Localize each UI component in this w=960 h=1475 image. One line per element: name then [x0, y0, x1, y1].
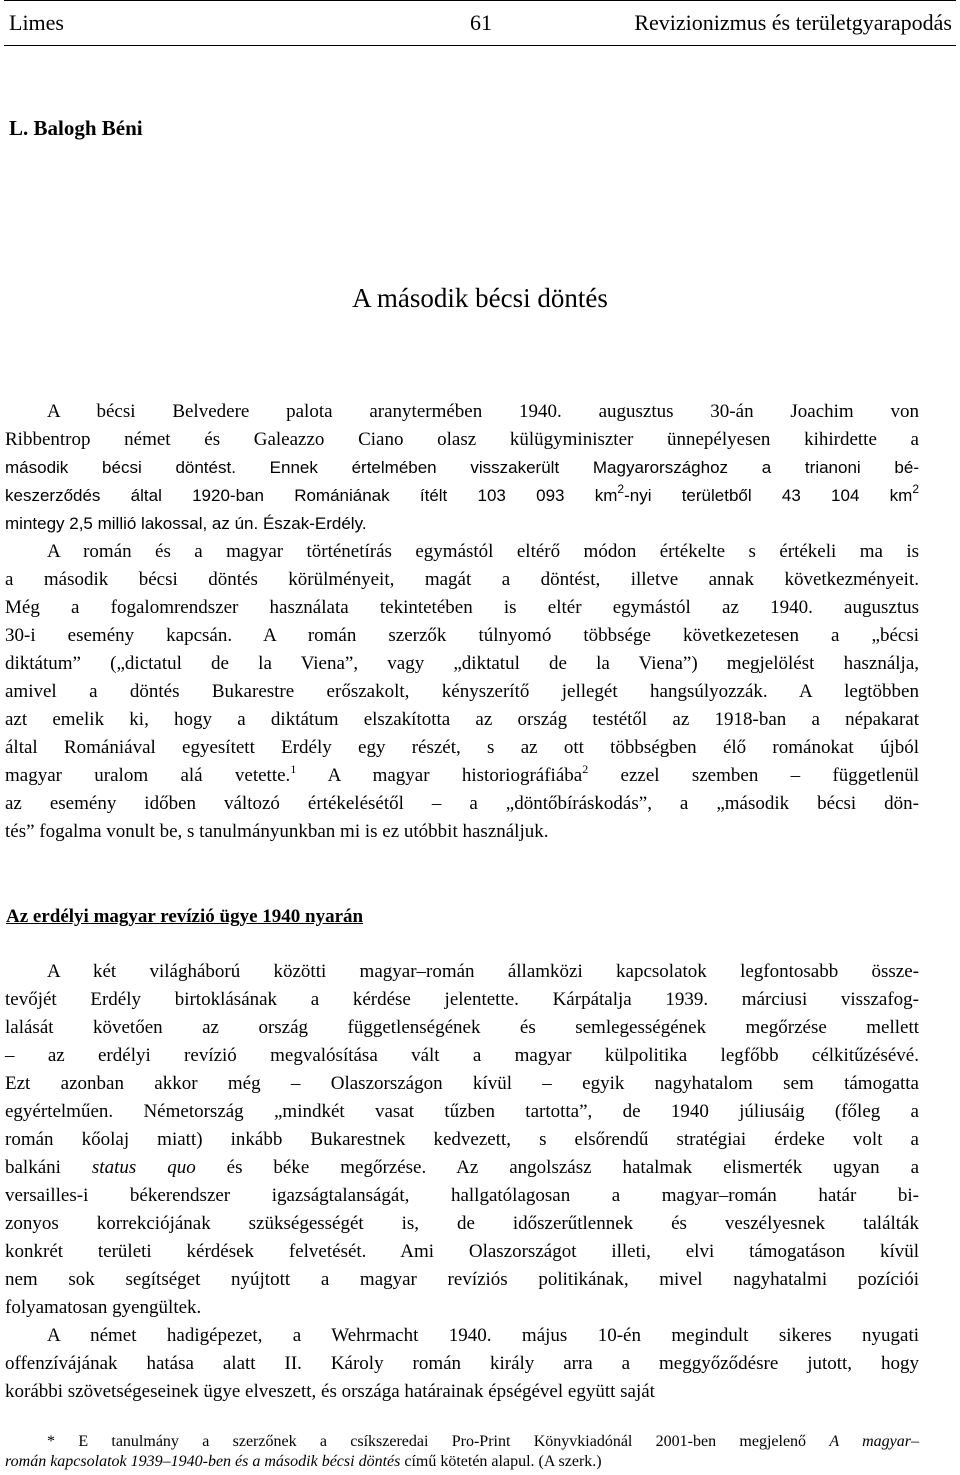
paragraph-line: a második bécsi döntés körülményeit, magát a döntést, illetve annak következményeit. [5, 569, 919, 590]
paragraph-line: – az erdélyi revízió megvalósítása vált a magyar külpolitika legfőbb célkitűzésévé. [5, 1045, 919, 1066]
footnote-line [5, 1452, 919, 1472]
footnote-ref: 2 [582, 761, 589, 776]
paragraph-line: tevőjét Erdély birtoklásának a kérdése jelentette. Kárpátalja 1939. márciusi visszafog- [5, 989, 919, 1010]
italic-term: status quo [91, 1157, 196, 1178]
paragraph-line: lalását követően az ország függetlenségének és semlegességének megőrzése mellett [5, 1017, 919, 1038]
footnote-book-title: A magyar– [829, 1433, 920, 1450]
paragraph-line: konkrét területi kérdések felvetését. Ami Olaszországot illeti, elvi támogatáson kívül [5, 1241, 919, 1262]
paragraph-line: egyértelműen. Németország „mindkét vasat tűzben tartotta”, de 1940 júliusáig (főleg a [5, 1101, 919, 1122]
paragraph-line: korábbi szövetségeseinek ügye elveszett, és országa határainak épségével együtt saját [5, 1381, 655, 1402]
paragraph-line: Ribbentrop német és Galeazzo Ciano olasz külügyminiszter ünnepélyesen kihirdette a [5, 429, 919, 450]
superscript: 2 [912, 482, 919, 497]
footnote-text: című kötetén alapul. (A szerk.) [400, 1453, 602, 1470]
paragraph-line: zonyos korrekciójának szükségességét is, de időszerűtlennek és veszélyesnek találták [5, 1213, 919, 1234]
paragraph-line: A bécsi Belvedere palota aranytermében 1940. augusztus 30-án Joachim von [47, 401, 919, 422]
text-run: ezzel szemben – függetlenül [588, 765, 920, 786]
paragraph-line: azt emelik ki, hogy a diktátum elszakította az ország testétől az 1918-ban a népakarat [5, 709, 919, 730]
section-heading: Az erdélyi magyar revízió ügye 1940 nyarán [6, 906, 364, 927]
journal-name: Limes [9, 10, 64, 35]
header-top-rule [4, 0, 956, 1]
text-run: keszerződés által 1920-ban Romániának ítélt 103 093 km [5, 486, 618, 505]
paragraph-line [5, 761, 920, 788]
text-run: -nyi területből 43 104 km [624, 486, 913, 505]
text-run: balkáni [5, 1157, 92, 1178]
paragraph-line: második bécsi döntést. Ennek értelmében visszakerült Magyarországhoz a trianoni bé- [5, 458, 919, 477]
text-run: A magyar historiográfiába [296, 765, 583, 786]
paragraph-line: versailles-i békerendszer igazságtalanságát, hallgatólagosan a magyar–román határ bi- [5, 1185, 919, 1206]
paragraph-line: 30-i esemény kapcsán. A román szerzők túlnyomó többsége következetesen a „bécsi [5, 625, 919, 646]
footnote-book-title: román kapcsolatok 1939–1940-ben és a második bécsi döntés [5, 1453, 401, 1470]
running-header [4, 0, 956, 48]
paragraph-line: Ezt azonban akkor még – Olaszországon kívül – egyik nagyhatalom sem támogatta [5, 1073, 919, 1094]
paragraph-line: mintegy 2,5 millió lakossal, az ún. Észak-Erdély. [5, 514, 367, 533]
paragraph-line [5, 484, 919, 508]
paragraph-line: A két világháború közötti magyar–román államközi kapcsolatok legfontosabb össze- [47, 961, 919, 982]
footnote-line [5, 1432, 919, 1452]
paragraph-line: amivel a döntés Bukarestre erőszakolt, kényszerítő jellegét hangsúlyozzák. A legtöbben [5, 681, 919, 702]
footnote-star: * [47, 1433, 55, 1450]
paragraph-line: A román és a magyar történetírás egymástól eltérő módon értékelte s értékeli ma is [47, 541, 919, 562]
paragraph-line: által Romániával egyesített Erdély egy részét, s az ott többségben élő románokat újból [5, 737, 919, 758]
article-title: A második bécsi döntés [352, 283, 608, 313]
paragraph-line: nem sok segítséget nyújtott a magyar revíziós politikának, mivel nagyhatalmi pozíciói [5, 1269, 919, 1290]
paragraph-line: román kőolaj miatt) inkább Bukarestnek kedvezett, s elsőrendű stratégiai érdeke volt a [5, 1129, 919, 1150]
footnote-ref: 1 [290, 761, 297, 776]
header-bottom-rule [4, 45, 956, 46]
text-run: és béke megőrzése. Az angolszász hatalmak elismerték ugyan a [195, 1157, 919, 1178]
paragraph-line: tés” fogalma vonult be, s tanulmányunkban mi is ez utóbbit használjuk. [5, 821, 549, 842]
paragraph-line: offenzívájának hatása alatt II. Károly román király arra a meggyőződésre jutott, hogy [5, 1353, 919, 1374]
superscript: 2 [617, 482, 625, 497]
footnote-text: E tanulmány a szerzőnek a csíkszeredai Pro-Print Könyvkiadónál 2001-ben megjelenő [78, 1433, 830, 1450]
paragraph-line: az esemény időben változó értékelésétől – a „döntőbíráskodás”, a „második bécsi dön- [5, 793, 919, 814]
paragraph-line: Még a fogalomrendszer használata tekintetében is eltér egymástól az 1940. augusztus [5, 597, 919, 618]
paragraph-line: folyamatosan gyengültek. [5, 1297, 202, 1318]
paragraph-line: diktátum” („dictatul de la Viena”, vagy „diktatul de la Viena”) megjelölést használja, [5, 653, 919, 674]
paragraph-line [5, 1156, 919, 1180]
section-title: Revizionizmus és területgyarapodás [634, 10, 952, 35]
text-run: magyar uralom alá vetette. [5, 765, 291, 786]
page-number: 61 [470, 10, 492, 35]
paragraph-line: A német hadigépezet, a Wehrmacht 1940. május 10-én megindult sikeres nyugati [47, 1325, 919, 1346]
author-name: L. Balogh Béni [9, 116, 143, 140]
